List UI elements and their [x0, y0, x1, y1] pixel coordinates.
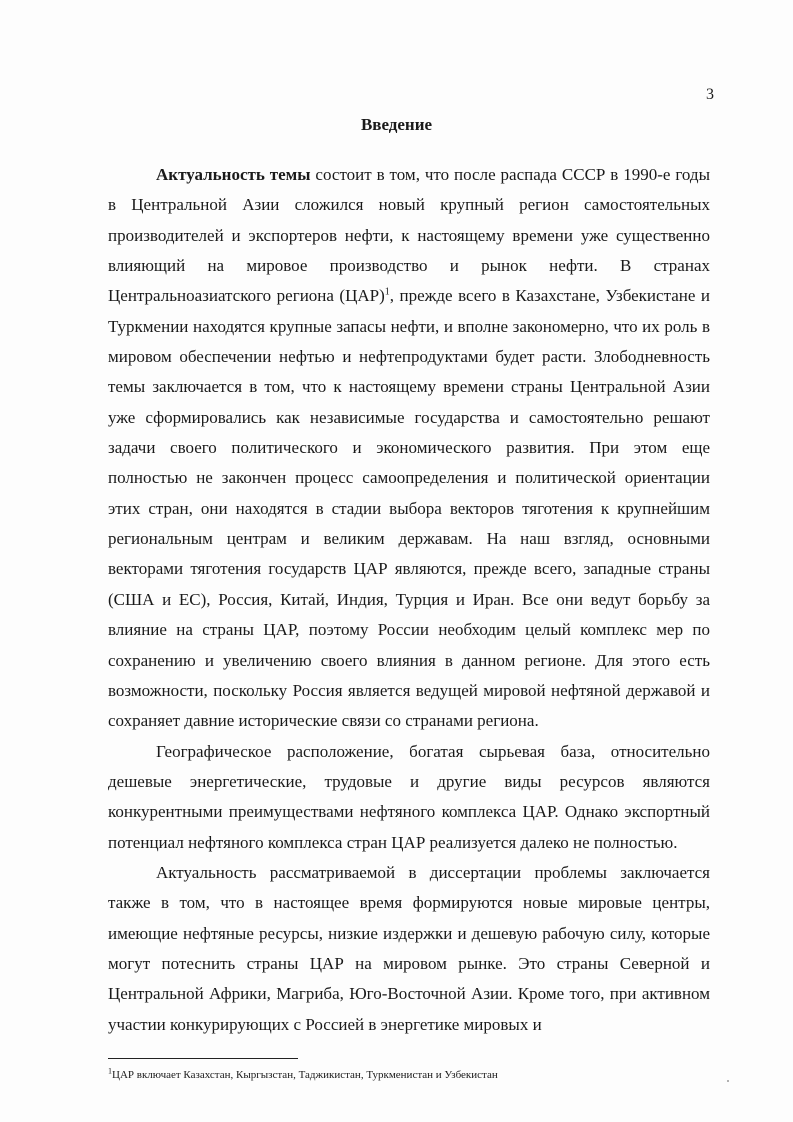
scan-speck	[727, 1080, 729, 1082]
paragraph-2: Географическое расположение, богатая сырьевая база, относительно дешевые энергетические, трудовые и другие виды ресурсов являются конкурентными преимуществами нефтяного комплекса ЦАР. Однако экспортный потенциал нефтяного комплекса стран ЦАР реализуется далеко не полностью.	[108, 741, 710, 852]
footnote-divider	[108, 1058, 298, 1059]
paragraph-1-text-continued: , прежде всего в Казахстане, Узбекистане и Туркмении находятся крупные запасы нефти, и вполне закономерно, что их роль в мировом обеспечении нефтью и нефтепродуктами будет расти. Злободневность темы заключается в том, что к настоящему времени страны Центральной Азии уже сформировались как независимые государства и самостоятельно решают задачи своего политического и экономического развития. При этом еще полностью не закончен процесс самоопределения и политической ориентации этих стран, они находятся в стадии выбора векторов тяготения к крупнейшим региональным центрам и великим державам. На наш взгляд, основными векторами тяготения государств ЦАР являются, прежде всего, западные страны (США и ЕС), Россия, Китай, Индия, Турция и Иран. Все они ведут борьбу за влияние на страны ЦАР, поэтому России необходим целый комплекс мер по сохранению и увеличению своего влияния в данном регионе. Для этого есть возможности, поскольку Россия является ведущей мировой нефтяной державой и сохраняет давние исторические связи со странами региона.	[108, 286, 710, 731]
footnote	[108, 1068, 708, 1082]
paragraph-lead: Актуальность темы	[156, 165, 311, 184]
paragraph-1	[108, 160, 710, 737]
paragraph-3: Актуальность рассматриваемой в диссертации проблемы заключается также в том, что в настоящее время формируются новые мировые центры, имеющие нефтяные ресурсы, низкие издержки и дешевую рабочую силу, которые могут потеснить страны ЦАР на мировом рынке. Это страны Северной и Центральной Африки, Магриба, Юго-Восточной Азии. Кроме того, при активном участии конкурирующих с Россией в энергетике мировых и	[108, 862, 710, 1034]
footnote-reference: 1	[384, 286, 390, 298]
body-text	[108, 160, 710, 1040]
footnote-number: 1	[108, 1066, 112, 1076]
footnote-text: ЦАР включает Казахстан, Кыргызстан, Таджикистан, Туркменистан и Узбекистан	[112, 1069, 498, 1081]
page-title: Введение	[360, 115, 433, 134]
paragraph-1-text: состоит в том, что после распада СССР в 1990-е годы в Центральной Азии сложился новый крупный регион самостоятельных производителей и экспортеров нефти, к настоящему времени уже существенно влияющий на мировое производство и рынок нефти. В странах Центральноазиатского региона (ЦАР)	[108, 165, 710, 306]
page-number: 3	[706, 86, 714, 103]
